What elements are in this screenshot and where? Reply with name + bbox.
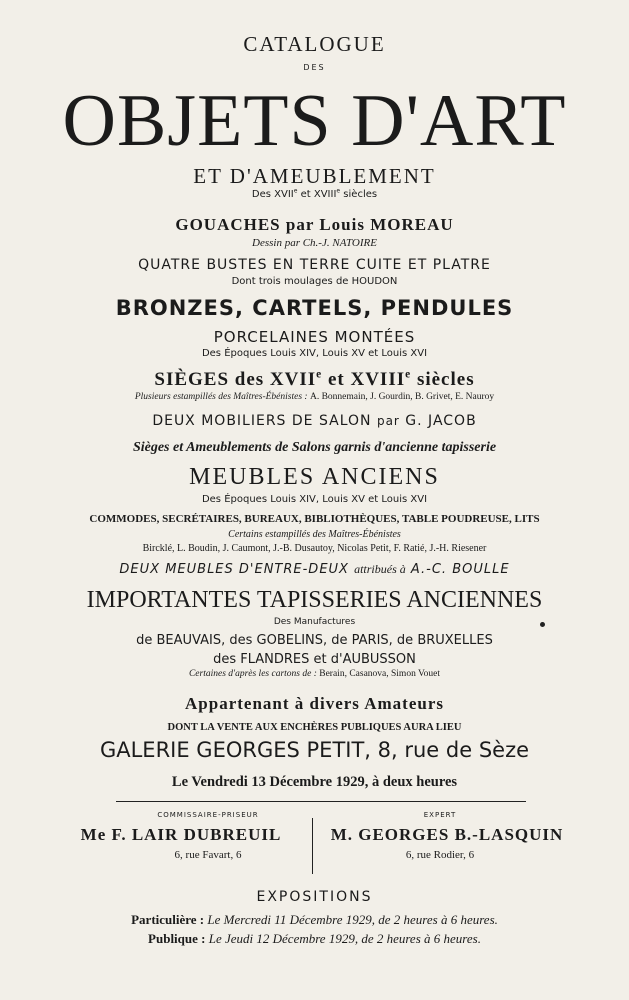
tapisseries-cartons (0, 670, 629, 680)
mobiliers-par: par (376, 414, 400, 428)
main-title: OBJETS D'ART (62, 80, 567, 162)
meubles-title: MEUBLES ANCIENS (189, 464, 440, 490)
centuries-mid: et XVIII (297, 189, 337, 200)
gouaches-credit: Dessin par Ch.-J. NATOIRE (252, 237, 377, 249)
tapisseries-cartons-names: Berain, Casanova, Simon Vouet (319, 669, 441, 679)
boulle-part3: A.-C. BOULLE (405, 562, 510, 577)
bustes-title: QUATRE BUSTES EN TERRE CUITE ET PLATRE (138, 257, 491, 273)
sieges-note-names: A. Bonnemain, J. Gourdin, B. Grivet, E. Nauroy (309, 392, 495, 402)
vente-line: DONT LA VENTE AUX ENCHÈRES PUBLIQUES AURA LIEU (167, 722, 462, 733)
tapisseries-line2: des FLANDRES et d'AUBUSSON (213, 652, 416, 667)
tapisseries-cartons-italic: Certaines d'après les cartons de : (188, 669, 320, 679)
porcelaines-epoques: Des Époques Louis XIV, Louis XV et Louis XVI (201, 348, 428, 359)
mobiliers-part2: G. JACOB (399, 413, 477, 429)
sieges-note-italic: Plusieurs estampillés des Maîtres-Ébénistes : (134, 392, 310, 402)
galerie-line: GALERIE GEORGES PETIT, 8, rue de Sèze (99, 738, 530, 762)
tapisseries-title: IMPORTANTES TAPISSERIES ANCIENNES (86, 587, 543, 613)
des-label: DES (303, 63, 326, 72)
commissaire-address: 6, rue Favart, 6 (174, 849, 242, 861)
centuries-des: Des XVII (251, 189, 294, 200)
expert-address: 6, rue Rodier, 6 (405, 849, 475, 861)
meubles-certains: Certains estampillés des Maîtres-Ébénistes (228, 529, 401, 540)
commissaire-label: COMMISSAIRE-PRISEUR (157, 811, 259, 819)
porcelaines-title: PORCELAINES MONTÉES (213, 328, 416, 346)
publique-text: Le Jeudi 12 Décembre 1929, de 2 heures à 6 heures. (205, 931, 481, 946)
centuries-line (0, 187, 629, 200)
tapisseries-line1: de BEAUVAIS, des GOBELINS, de PARIS, de BRUXELLES (136, 633, 493, 648)
subtitle: ET D'AMEUBLEMENT (193, 164, 436, 188)
appartenant: Appartenant à divers Amateurs (185, 694, 444, 713)
meubles-names: Bircklé, L. Boudin, J. Caumont, J.-B. Dusautoy, Nicolas Petit, F. Ratié, J.-H. Riesener (142, 543, 487, 554)
particuliere-text: Le Mercredi 11 Décembre 1929, de 2 heures à 6 heures. (204, 912, 498, 927)
boulle-line (0, 563, 629, 576)
gouaches-title: GOUACHES par Louis MOREAU (175, 215, 454, 234)
mobiliers-part1: DEUX MOBILIERS DE SALON (152, 413, 377, 429)
catalogue-heading: CATALOGUE (243, 32, 386, 56)
meubles-epoques: Des Époques Louis XIV, Louis XV et Louis XVI (201, 494, 428, 505)
mobiliers-title (0, 414, 629, 428)
expositions-title: EXPOSITIONS (256, 889, 373, 905)
boulle-part2: attribués à (354, 562, 406, 576)
tapisseries-manufactures: Des Manufactures (273, 617, 356, 627)
sieges-part2: et XVIII (322, 369, 406, 390)
sieges-note (0, 393, 629, 403)
expert-label: EXPERT (423, 811, 457, 819)
divider-vertical (312, 818, 313, 874)
meubles-list: COMMODES, SECRÉTAIRES, BUREAUX, BIBLIOTHÈQUES, TABLE POUDREUSE, LITS (89, 513, 540, 525)
expert-name: M. GEORGES B.-LASQUIN (330, 825, 564, 844)
date-line: Le Vendredi 13 Décembre 1929, à deux heures (171, 774, 458, 790)
sieges-salons: Sièges et Ameublements de Salons garnis d'ancienne tapisserie (132, 440, 497, 455)
particuliere-label: Particulière : (131, 912, 205, 927)
publique-label: Publique : (148, 931, 206, 946)
sieges-part3: siècles (411, 369, 475, 390)
boulle-part1: DEUX MEUBLES D'ENTRE-DEUX (119, 562, 355, 577)
divider-top (116, 801, 526, 802)
bronzes-title: BRONZES, CARTELS, PENDULES (115, 296, 514, 320)
expositions-particuliere (0, 913, 629, 926)
sieges-sup2: e (405, 368, 412, 381)
sieges-part1: SIÈGES des XVII (154, 369, 317, 390)
commissaire-name: Me F. LAIR DUBREUIL (80, 825, 282, 844)
bustes-note: Dont trois moulages de HOUDON (231, 276, 398, 287)
expositions-publique (0, 932, 629, 945)
centuries-end: siècles (340, 189, 378, 200)
sieges-sup1: e (316, 368, 323, 381)
centuries-sup1: e (293, 187, 298, 195)
sieges-title (0, 370, 629, 389)
centuries-sup2: e (336, 187, 341, 195)
